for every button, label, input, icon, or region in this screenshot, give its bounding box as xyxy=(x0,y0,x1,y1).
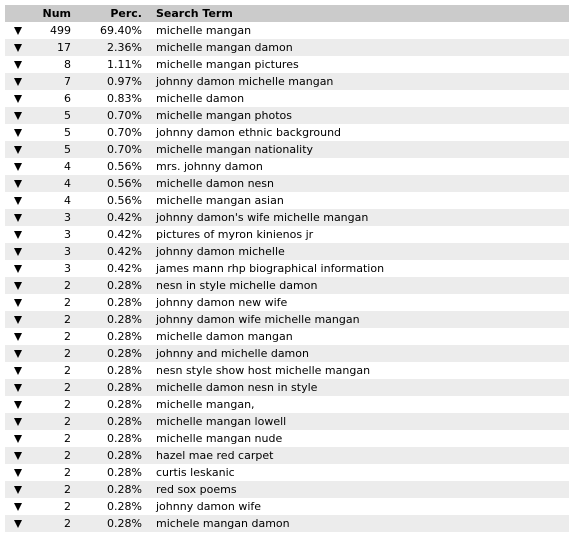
row-arrow-cell xyxy=(5,294,19,311)
row-search-term: mrs. johnny damon xyxy=(156,160,263,173)
table-row xyxy=(5,362,569,379)
row-num: 3 xyxy=(64,211,71,224)
row-perc: 0.97% xyxy=(107,75,142,88)
row-perc: 0.28% xyxy=(107,347,142,360)
row-arrow-cell xyxy=(5,192,19,209)
row-perc: 0.70% xyxy=(107,109,142,122)
row-perc: 0.28% xyxy=(107,415,142,428)
expand-arrow-icon[interactable] xyxy=(14,214,22,222)
row-perc: 0.42% xyxy=(107,211,142,224)
row-search-term: nesn style show host michelle mangan xyxy=(156,364,371,377)
row-perc: 0.28% xyxy=(107,449,142,462)
row-perc: 0.83% xyxy=(107,92,142,105)
row-arrow-cell xyxy=(5,328,19,345)
row-num: 4 xyxy=(64,177,71,190)
table-row xyxy=(5,73,569,90)
row-search-term: johnny damon new wife xyxy=(156,296,288,309)
row-perc: 0.56% xyxy=(107,160,142,173)
table-row xyxy=(5,345,569,362)
row-arrow-cell xyxy=(5,107,19,124)
table-body xyxy=(5,22,569,532)
table-row xyxy=(5,175,569,192)
row-perc: 0.56% xyxy=(107,177,142,190)
row-perc: 0.28% xyxy=(107,279,142,292)
expand-arrow-icon[interactable] xyxy=(14,180,22,188)
row-search-term: michelle damon nesn in style xyxy=(156,381,318,394)
row-arrow-cell xyxy=(5,362,19,379)
row-num: 3 xyxy=(64,245,71,258)
expand-arrow-icon[interactable] xyxy=(14,163,22,171)
row-num: 2 xyxy=(64,432,71,445)
row-num: 2 xyxy=(64,381,71,394)
row-search-term: michele mangan damon xyxy=(156,517,290,530)
row-search-term: michelle damon mangan xyxy=(156,330,293,343)
table-row xyxy=(5,226,569,243)
expand-arrow-icon[interactable] xyxy=(14,401,22,409)
expand-arrow-icon[interactable] xyxy=(14,231,22,239)
row-search-term: michelle damon nesn xyxy=(156,177,275,190)
expand-arrow-icon[interactable] xyxy=(14,435,22,443)
row-perc: 69.40% xyxy=(100,24,142,37)
row-perc: 0.28% xyxy=(107,517,142,530)
row-perc: 0.28% xyxy=(107,330,142,343)
row-perc: 0.28% xyxy=(107,398,142,411)
row-perc: 0.28% xyxy=(107,381,142,394)
table-row xyxy=(5,396,569,413)
row-arrow-cell xyxy=(5,430,19,447)
row-num: 3 xyxy=(64,262,71,275)
table-row xyxy=(5,56,569,73)
row-search-term: michelle damon xyxy=(156,92,245,105)
table-row xyxy=(5,260,569,277)
row-num: 3 xyxy=(64,228,71,241)
row-num: 2 xyxy=(64,364,71,377)
row-arrow-cell xyxy=(5,243,19,260)
row-search-term: johnny damon wife xyxy=(156,500,262,513)
row-perc: 0.28% xyxy=(107,364,142,377)
row-arrow-cell xyxy=(5,345,19,362)
row-arrow-cell xyxy=(5,379,19,396)
row-search-term: michelle mangan pictures xyxy=(156,58,299,71)
expand-arrow-icon[interactable] xyxy=(14,520,22,528)
row-perc: 0.70% xyxy=(107,126,142,139)
row-arrow-cell xyxy=(5,277,19,294)
table-row xyxy=(5,413,569,430)
row-arrow-cell xyxy=(5,39,19,56)
row-search-term: michelle mangan nationality xyxy=(156,143,314,156)
row-arrow-cell xyxy=(5,260,19,277)
table-row xyxy=(5,158,569,175)
row-arrow-cell xyxy=(5,447,19,464)
table-row xyxy=(5,294,569,311)
row-arrow-cell xyxy=(5,413,19,430)
row-num: 2 xyxy=(64,279,71,292)
row-search-term: johnny and michelle damon xyxy=(156,347,309,360)
row-search-term: james mann rhp biographical information xyxy=(156,262,385,275)
row-arrow-cell xyxy=(5,396,19,413)
table-row xyxy=(5,192,569,209)
expand-arrow-icon[interactable] xyxy=(14,469,22,477)
row-search-term: michelle mangan nude xyxy=(156,432,283,445)
row-search-term: curtis leskanic xyxy=(156,466,235,479)
row-search-term: johnny damon michelle xyxy=(156,245,285,258)
row-num: 7 xyxy=(64,75,71,88)
table-row xyxy=(5,311,569,328)
expand-arrow-icon[interactable] xyxy=(14,27,22,35)
row-perc: 0.70% xyxy=(107,143,142,156)
row-perc: 0.42% xyxy=(107,245,142,258)
expand-arrow-icon[interactable] xyxy=(14,333,22,341)
row-arrow-cell xyxy=(5,311,19,328)
row-search-term: michelle mangan damon xyxy=(156,41,293,54)
table-row xyxy=(5,209,569,226)
row-arrow-cell xyxy=(5,124,19,141)
row-arrow-cell xyxy=(5,22,19,39)
expand-arrow-icon[interactable] xyxy=(14,350,22,358)
row-num: 5 xyxy=(64,143,71,156)
table-row xyxy=(5,328,569,345)
row-num: 2 xyxy=(64,449,71,462)
row-num: 2 xyxy=(64,330,71,343)
table-row xyxy=(5,277,569,294)
row-num: 2 xyxy=(64,415,71,428)
expand-arrow-icon[interactable] xyxy=(14,129,22,137)
row-arrow-cell xyxy=(5,90,19,107)
row-search-term: hazel mae red carpet xyxy=(156,449,274,462)
row-arrow-cell xyxy=(5,56,19,73)
row-search-term: michelle mangan asian xyxy=(156,194,284,207)
row-perc: 0.28% xyxy=(107,500,142,513)
table-row xyxy=(5,464,569,481)
row-search-term: johnny damon ethnic background xyxy=(156,126,342,139)
table-row xyxy=(5,447,569,464)
row-search-term: red sox poems xyxy=(156,483,237,496)
expand-arrow-icon[interactable] xyxy=(14,61,22,69)
expand-arrow-icon[interactable] xyxy=(14,146,22,154)
row-arrow-cell xyxy=(5,515,19,532)
expand-arrow-icon[interactable] xyxy=(14,452,22,460)
row-perc: 1.11% xyxy=(107,58,142,71)
row-search-term: nesn in style michelle damon xyxy=(156,279,318,292)
search-terms-table xyxy=(5,5,569,532)
row-arrow-cell xyxy=(5,464,19,481)
row-arrow-cell xyxy=(5,481,19,498)
table-row xyxy=(5,379,569,396)
row-num: 499 xyxy=(50,24,71,37)
row-num: 2 xyxy=(64,517,71,530)
row-perc: 0.28% xyxy=(107,432,142,445)
row-arrow-cell xyxy=(5,226,19,243)
row-arrow-cell xyxy=(5,209,19,226)
row-search-term: michelle mangan photos xyxy=(156,109,293,122)
row-search-term: johnny damon's wife michelle mangan xyxy=(156,211,369,224)
row-perc: 0.56% xyxy=(107,194,142,207)
expand-arrow-icon[interactable] xyxy=(14,197,22,205)
row-search-term: michelle mangan xyxy=(156,24,252,37)
row-num: 2 xyxy=(64,313,71,326)
expand-arrow-icon[interactable] xyxy=(14,44,22,52)
row-num: 4 xyxy=(64,160,71,173)
table-row xyxy=(5,90,569,107)
row-search-term: johnny damon michelle mangan xyxy=(156,75,334,88)
row-perc: 0.28% xyxy=(107,313,142,326)
row-perc: 2.36% xyxy=(107,41,142,54)
row-num: 5 xyxy=(64,109,71,122)
row-num: 2 xyxy=(64,398,71,411)
expand-arrow-icon[interactable] xyxy=(14,299,22,307)
table-row xyxy=(5,481,569,498)
row-perc: 0.28% xyxy=(107,296,142,309)
row-perc: 0.42% xyxy=(107,228,142,241)
row-arrow-cell xyxy=(5,158,19,175)
expand-arrow-icon[interactable] xyxy=(14,282,22,290)
header-perc: Perc. xyxy=(110,7,142,20)
row-num: 6 xyxy=(64,92,71,105)
expand-arrow-icon[interactable] xyxy=(14,486,22,494)
row-search-term: pictures of myron kinienos jr xyxy=(156,228,314,241)
expand-arrow-icon[interactable] xyxy=(14,78,22,86)
table-row xyxy=(5,498,569,515)
row-num: 2 xyxy=(64,296,71,309)
table-row xyxy=(5,243,569,260)
row-num: 4 xyxy=(64,194,71,207)
row-num: 2 xyxy=(64,347,71,360)
row-num: 2 xyxy=(64,500,71,513)
row-arrow-cell xyxy=(5,73,19,90)
header-search-term: Search Term xyxy=(156,7,233,20)
expand-arrow-icon[interactable] xyxy=(14,367,22,375)
row-num: 2 xyxy=(64,483,71,496)
row-arrow-cell xyxy=(5,175,19,192)
row-perc: 0.42% xyxy=(107,262,142,275)
row-arrow-cell xyxy=(5,498,19,515)
expand-arrow-icon[interactable] xyxy=(14,112,22,120)
table-row xyxy=(5,107,569,124)
table-row xyxy=(5,141,569,158)
header-num: Num xyxy=(42,7,71,20)
table-row xyxy=(5,430,569,447)
row-arrow-cell xyxy=(5,141,19,158)
expand-arrow-icon[interactable] xyxy=(14,95,22,103)
table-row xyxy=(5,124,569,141)
expand-arrow-icon[interactable] xyxy=(14,248,22,256)
expand-arrow-icon[interactable] xyxy=(14,418,22,426)
row-search-term: michelle mangan lowell xyxy=(156,415,287,428)
row-num: 8 xyxy=(64,58,71,71)
table-header-row xyxy=(5,5,569,22)
table-row xyxy=(5,22,569,39)
row-num: 17 xyxy=(57,41,71,54)
expand-arrow-icon[interactable] xyxy=(14,503,22,511)
expand-arrow-icon[interactable] xyxy=(14,265,22,273)
table-row xyxy=(5,515,569,532)
row-num: 5 xyxy=(64,126,71,139)
expand-arrow-icon[interactable] xyxy=(14,384,22,392)
table-row xyxy=(5,39,569,56)
expand-arrow-icon[interactable] xyxy=(14,316,22,324)
row-num: 2 xyxy=(64,466,71,479)
row-search-term: johnny damon wife michelle mangan xyxy=(156,313,360,326)
header-arrow-cell xyxy=(5,5,19,22)
row-perc: 0.28% xyxy=(107,483,142,496)
row-search-term: michelle mangan, xyxy=(156,398,255,411)
row-perc: 0.28% xyxy=(107,466,142,479)
